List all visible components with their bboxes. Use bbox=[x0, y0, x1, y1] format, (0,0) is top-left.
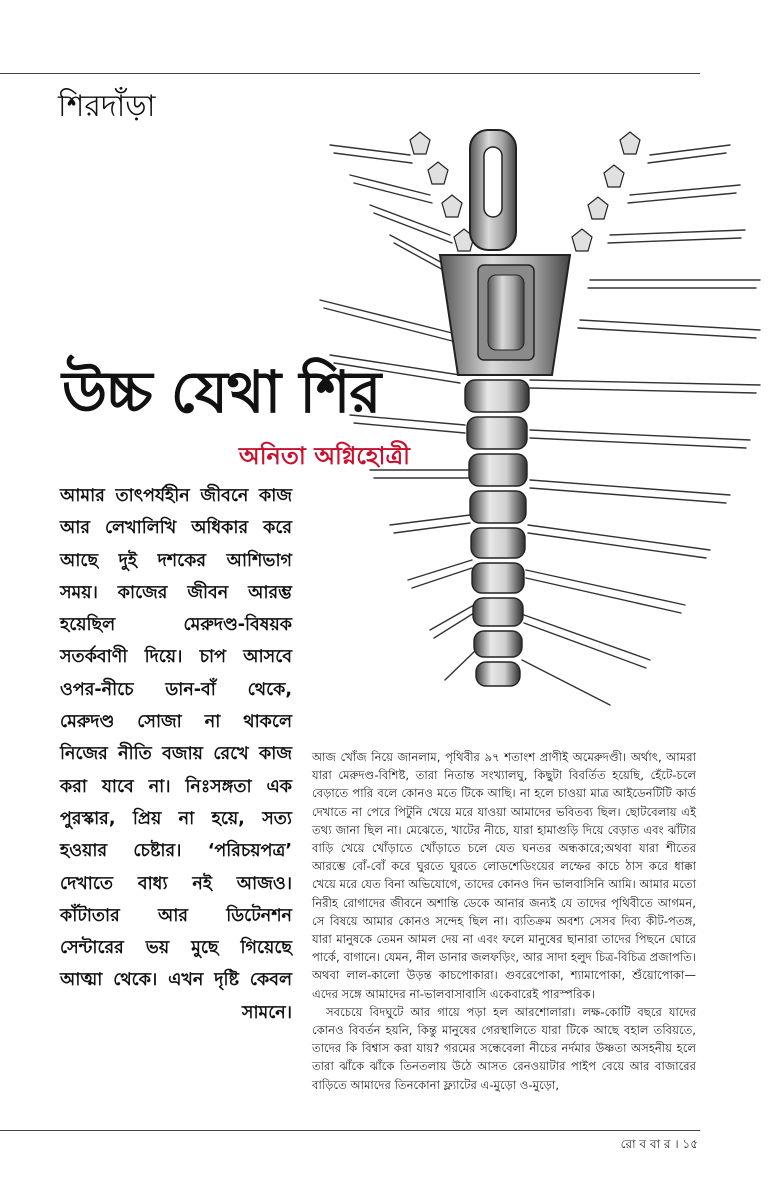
intro-text: আমার তাৎপর্যহীন জীবনে কাজ আর লেখালিখি অধিকার করে আছে দুই দশকের আশিভাগ সময়। কাজের জীবন আরম্ভ হয়েছিল মেরুদণ্ড-বিষয়ক সতর্কবাণী দিয়ে। চাপ আসবে ওপর-নীচে ডান-বাঁ থেকে, মেরুদণ্ড সোজা না থাকলে নিজের নীতি বজায় রেখে কাজ করা যাবে না। নিঃসঙ্গতা এক পুরস্কার, প্রিয় না হয়ে, সত্য হওয়ার চেষ্টার। ‘পরিচয়পত্র’ দেখাতে বাধ্য নই আজও। কাঁটাতার আর ডিটেনশন সেন্টারের ভয় মুছে গিয়েছে আত্মা থেকে। এখন দৃষ্টি কেবল সামনে। bbox=[60, 486, 292, 1023]
bottom-rule bbox=[0, 1130, 700, 1131]
headline: উচ্চ যেথা শির bbox=[62, 358, 381, 426]
section-label: শিরদাঁড়া bbox=[58, 89, 156, 124]
top-rule bbox=[0, 73, 700, 74]
body-paragraph-2: সবচেয়ে বিদঘুটে আর গায়ে পড়া হল আরশোলারা। লক্ষ-কোটি বছরে যাদের কোনও বিবর্তন হয়নি, কিন্তু মানুষের গেরস্থালিতে যারা টিকে আছে বহাল তবিয়তে, তাদের কি বিশ্বাস করা যায়? গরমের সন্ধেবেলা নীচের নর্দমার উষ্ণতা অসহনীয় হলে তারা ঝাঁকে ঝাঁকে তিনতলায় উঠে আসত রেনওয়াটার পাইপ বেয়ে আর বাজারের বাড়িতে আমাদের তিনকোনা ফ্ল্যাটের এ-মুড়ো ও-মুড়ো, bbox=[312, 1004, 696, 1092]
byline: অনিতা অগ্নিহোত্রী bbox=[238, 442, 410, 470]
body-column bbox=[312, 748, 696, 1094]
intro-paragraph bbox=[60, 480, 292, 1029]
body-paragraph-1: আজ খোঁজ নিয়ে জানলাম, পৃথিবীর ৯৭ শতাংশ প্রাণীই অমেরুদণ্ডী। অর্থাৎ, আমরা যারা মেরুদণ্ড-বিশিষ্ট, তারা নিতান্ত সংখ্যালঘু, কিছুটা বিবর্তিত হয়েছি, হেঁটে-চলে বেড়াতে পারি বলে কোনও মতে টিকে আছি। না হলে চাওয়া মাত্র আইডেনটিটি কার্ড দেখাতে না পেরে পিটুনি খেয়ে মরে যাওয়া আমাদের ভবিতব্য ছিল। ছোটবেলায় এই তথ্য জানা ছিল না। মেঝেতে, খাটের নীচে, যারা হামাগুড়ি দিয়ে বেড়াত এবং ঝাঁটার বাড়ি খেয়ে খোঁড়াতে খোঁড়াতে চলে যেত ঘনতর অন্ধকারে;অথবা যারা শীতের আরম্ভে বোঁ-বোঁ করে ঘুরতে ঘুরতে লোডশেডিংয়ের লম্ফের কাচে ঠাস করে ধাক্কা খেয়ে মরে যেত বিনা অভিযোগে, তাদের কোনও দিন ভালবাসিনি আমি। আমার মতো নিরীহ রোগাদের জীবনে অশান্তি ডেকে আনার জন্যই যে তাদের পৃথিবীতে আগমন, সে বিষয়ে আমার কোনও সন্দেহ ছিল না। ব্যতিক্রম অবশ্য সেসব দিব্য কীট-পতঙ্গ, যারা মানুষকে তেমন আমল দেয় না এবং ফলে মানুষের ছানারা তাদের পিছনে ঘোরে পার্কে, বাগানে। যেমন, নীল ডানার জলফড়িং, আর সাদা হলুদ চিত্র-বিচিত্র প্রজাপতি। অথবা লাল-কালো উড়ন্ত কাচপোকারা। গুবরেপোকা, শ্যামাপোকা, শুঁয়োপোকা— এদের সঙ্গে আমাদের না-ভালবাসাবাসি একেবারেই পারস্পরিক। bbox=[312, 750, 696, 1001]
page-folio: রো ব বা র । ১৫ bbox=[620, 1137, 698, 1151]
